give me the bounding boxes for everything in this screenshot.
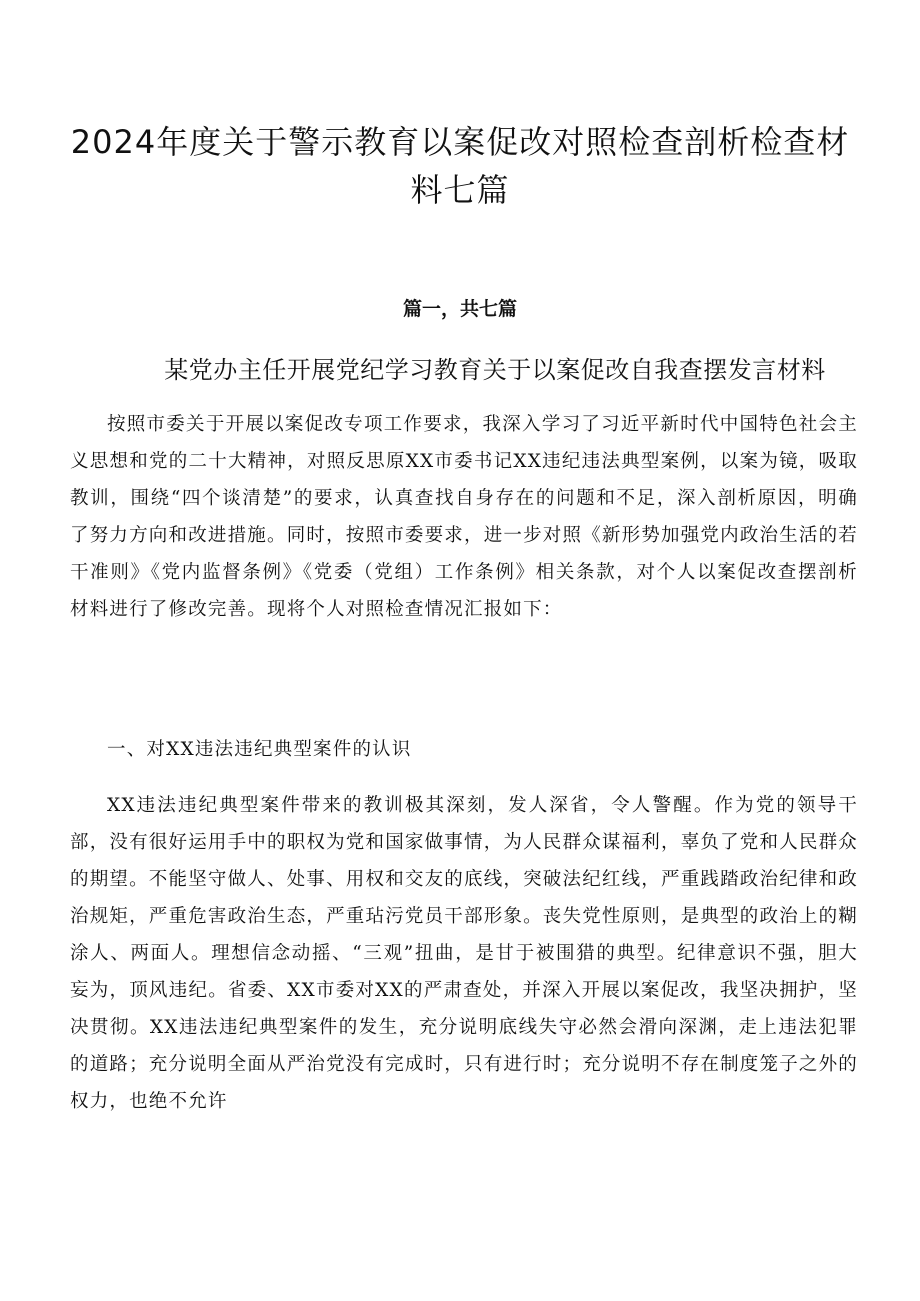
body-paragraph: 按照市委关于开展以案促改专项工作要求，我深入学习了习近平新时代中国特色社会主义思想和党的二十大精神，对照反思原XX市委书记XX违纪违法典型案例，以案为镜，吸取教训，围绕“四个谈清楚”的要求，认真查找自身存在的问题和不足，深入剖析原因，明确了努力方向和改进措施。同时，按照市委要求，进一步对照《新形势加强党内政治生活的若干准则》《党内监督条例》《党委（党组）工作条例》相关条款，对个人以案促改查摆剖析材料进行了修改完善。现将个人对照检查情况汇报如下：	[70, 414, 859, 620]
body-paragraph: XX违法违纪典型案件带来的教训极其深刻，发人深省，令人警醒。作为党的领导干部，没有很好运用手中的职权为党和国家做事情，为人民群众谋福利，辜负了党和人民群众的期望。不能坚守做人、处事、用权和交友的底线，突破法纪红线，严重践踏政治纪律和政治规矩，严重危害政治生态，严重玷污党员干部形象。丧失党性原则，是典型的政治上的糊涂人、两面人。理想信念动摇、“三观”扭曲，是甘于被围猎的典型。纪律意识不强，胆大妄为，顶风违纪。省委、XX市委对XX的严肃查处，并深入开展以案促改，我坚决拥护，坚决贯彻。XX违法违纪典型案件的发生，充分说明底线失守必然会滑向深渊，走上违法犯罪的道路；充分说明全面从严治党没有完成时，只有进行时；充分说明不存在制度笼子之外的权力，也绝不允许	[70, 795, 859, 1112]
section-heading: 一、对XX违法违纪典型案件的认识	[107, 739, 412, 760]
article-subtitle: 某党办主任开展党纪学习教育关于以案促改自我查摆发言材料	[164, 356, 826, 384]
section-label: 篇一，共七篇	[402, 298, 517, 320]
document-title: 2024年度关于警示教育以案促改对照检查剖析检查材料七篇	[70, 123, 850, 209]
